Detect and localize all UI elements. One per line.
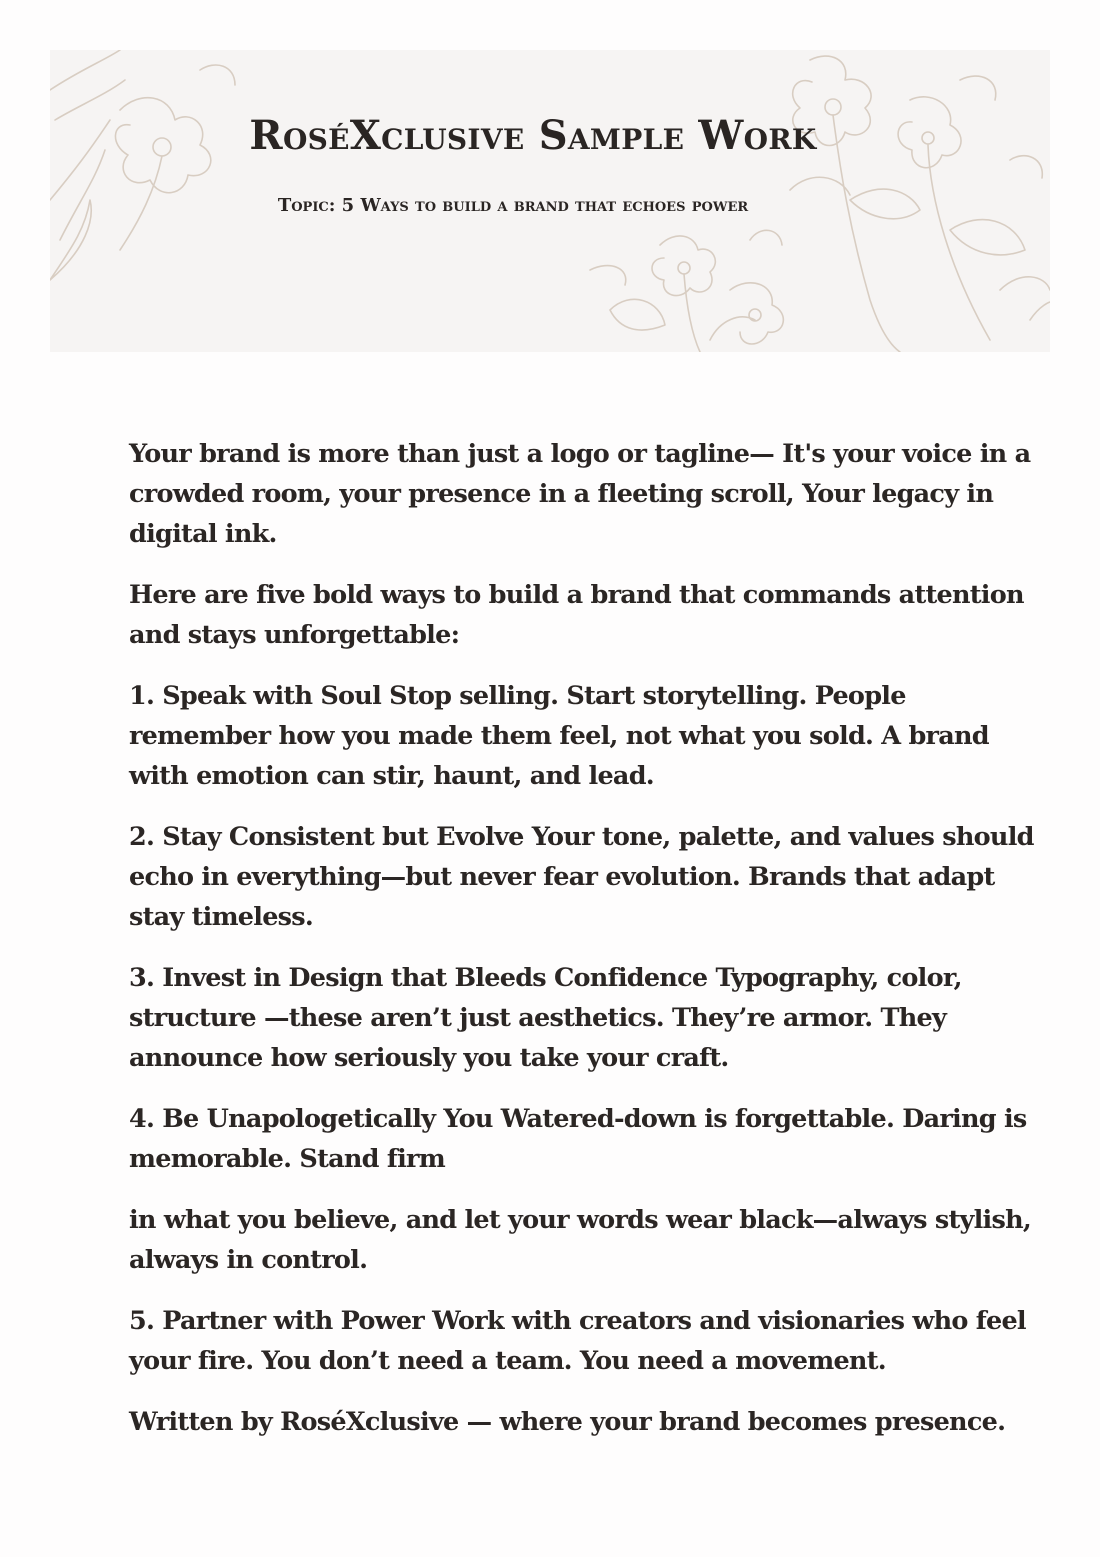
point-2-paragraph: 2. Stay Consistent but Evolve Your tone, palette, and values should echo in everything—but never fear evolution. Brands that adapt stay timeless. <box>129 822 1034 932</box>
page-title: RoséXclusive Sample Work <box>249 112 817 159</box>
point-4-paragraph: 4. Be Unapologetically You Watered-down is forgettable. Daring is memorable. Stand firm <box>129 1104 1027 1174</box>
article-body <box>129 434 1054 1463</box>
lead-in-paragraph: Here are five bold ways to build a brand that commands attention and stays unforgettable: <box>129 580 1024 650</box>
page-subtitle: Topic: 5 Ways to build a brand that echoes power <box>277 195 749 216</box>
signoff-paragraph: Written by RoséXclusive — where your brand becomes presence. <box>129 1407 1006 1437</box>
point-4-continuation-paragraph: in what you believe, and let your words wear black—always stylish, always in control. <box>129 1205 1032 1275</box>
intro-paragraph: Your brand is more than just a logo or tagline— It's your voice in a crowded room, your presence in a fleeting scroll, Your legacy in digital ink. <box>129 439 1031 549</box>
point-3-paragraph: 3. Invest in Design that Bleeds Confidence Typography, color, structure —these aren’t just aesthetics. They’re armor. They announce how seriously you take your craft. <box>129 963 962 1073</box>
point-5-paragraph: 5. Partner with Power Work with creators and visionaries who feel your fire. You don’t need a team. You need a movement. <box>129 1306 1026 1376</box>
point-1-paragraph: 1. Speak with Soul Stop selling. Start storytelling. People remember how you made them feel, not what you sold. A brand with emotion can stir, haunt, and lead. <box>129 681 989 791</box>
